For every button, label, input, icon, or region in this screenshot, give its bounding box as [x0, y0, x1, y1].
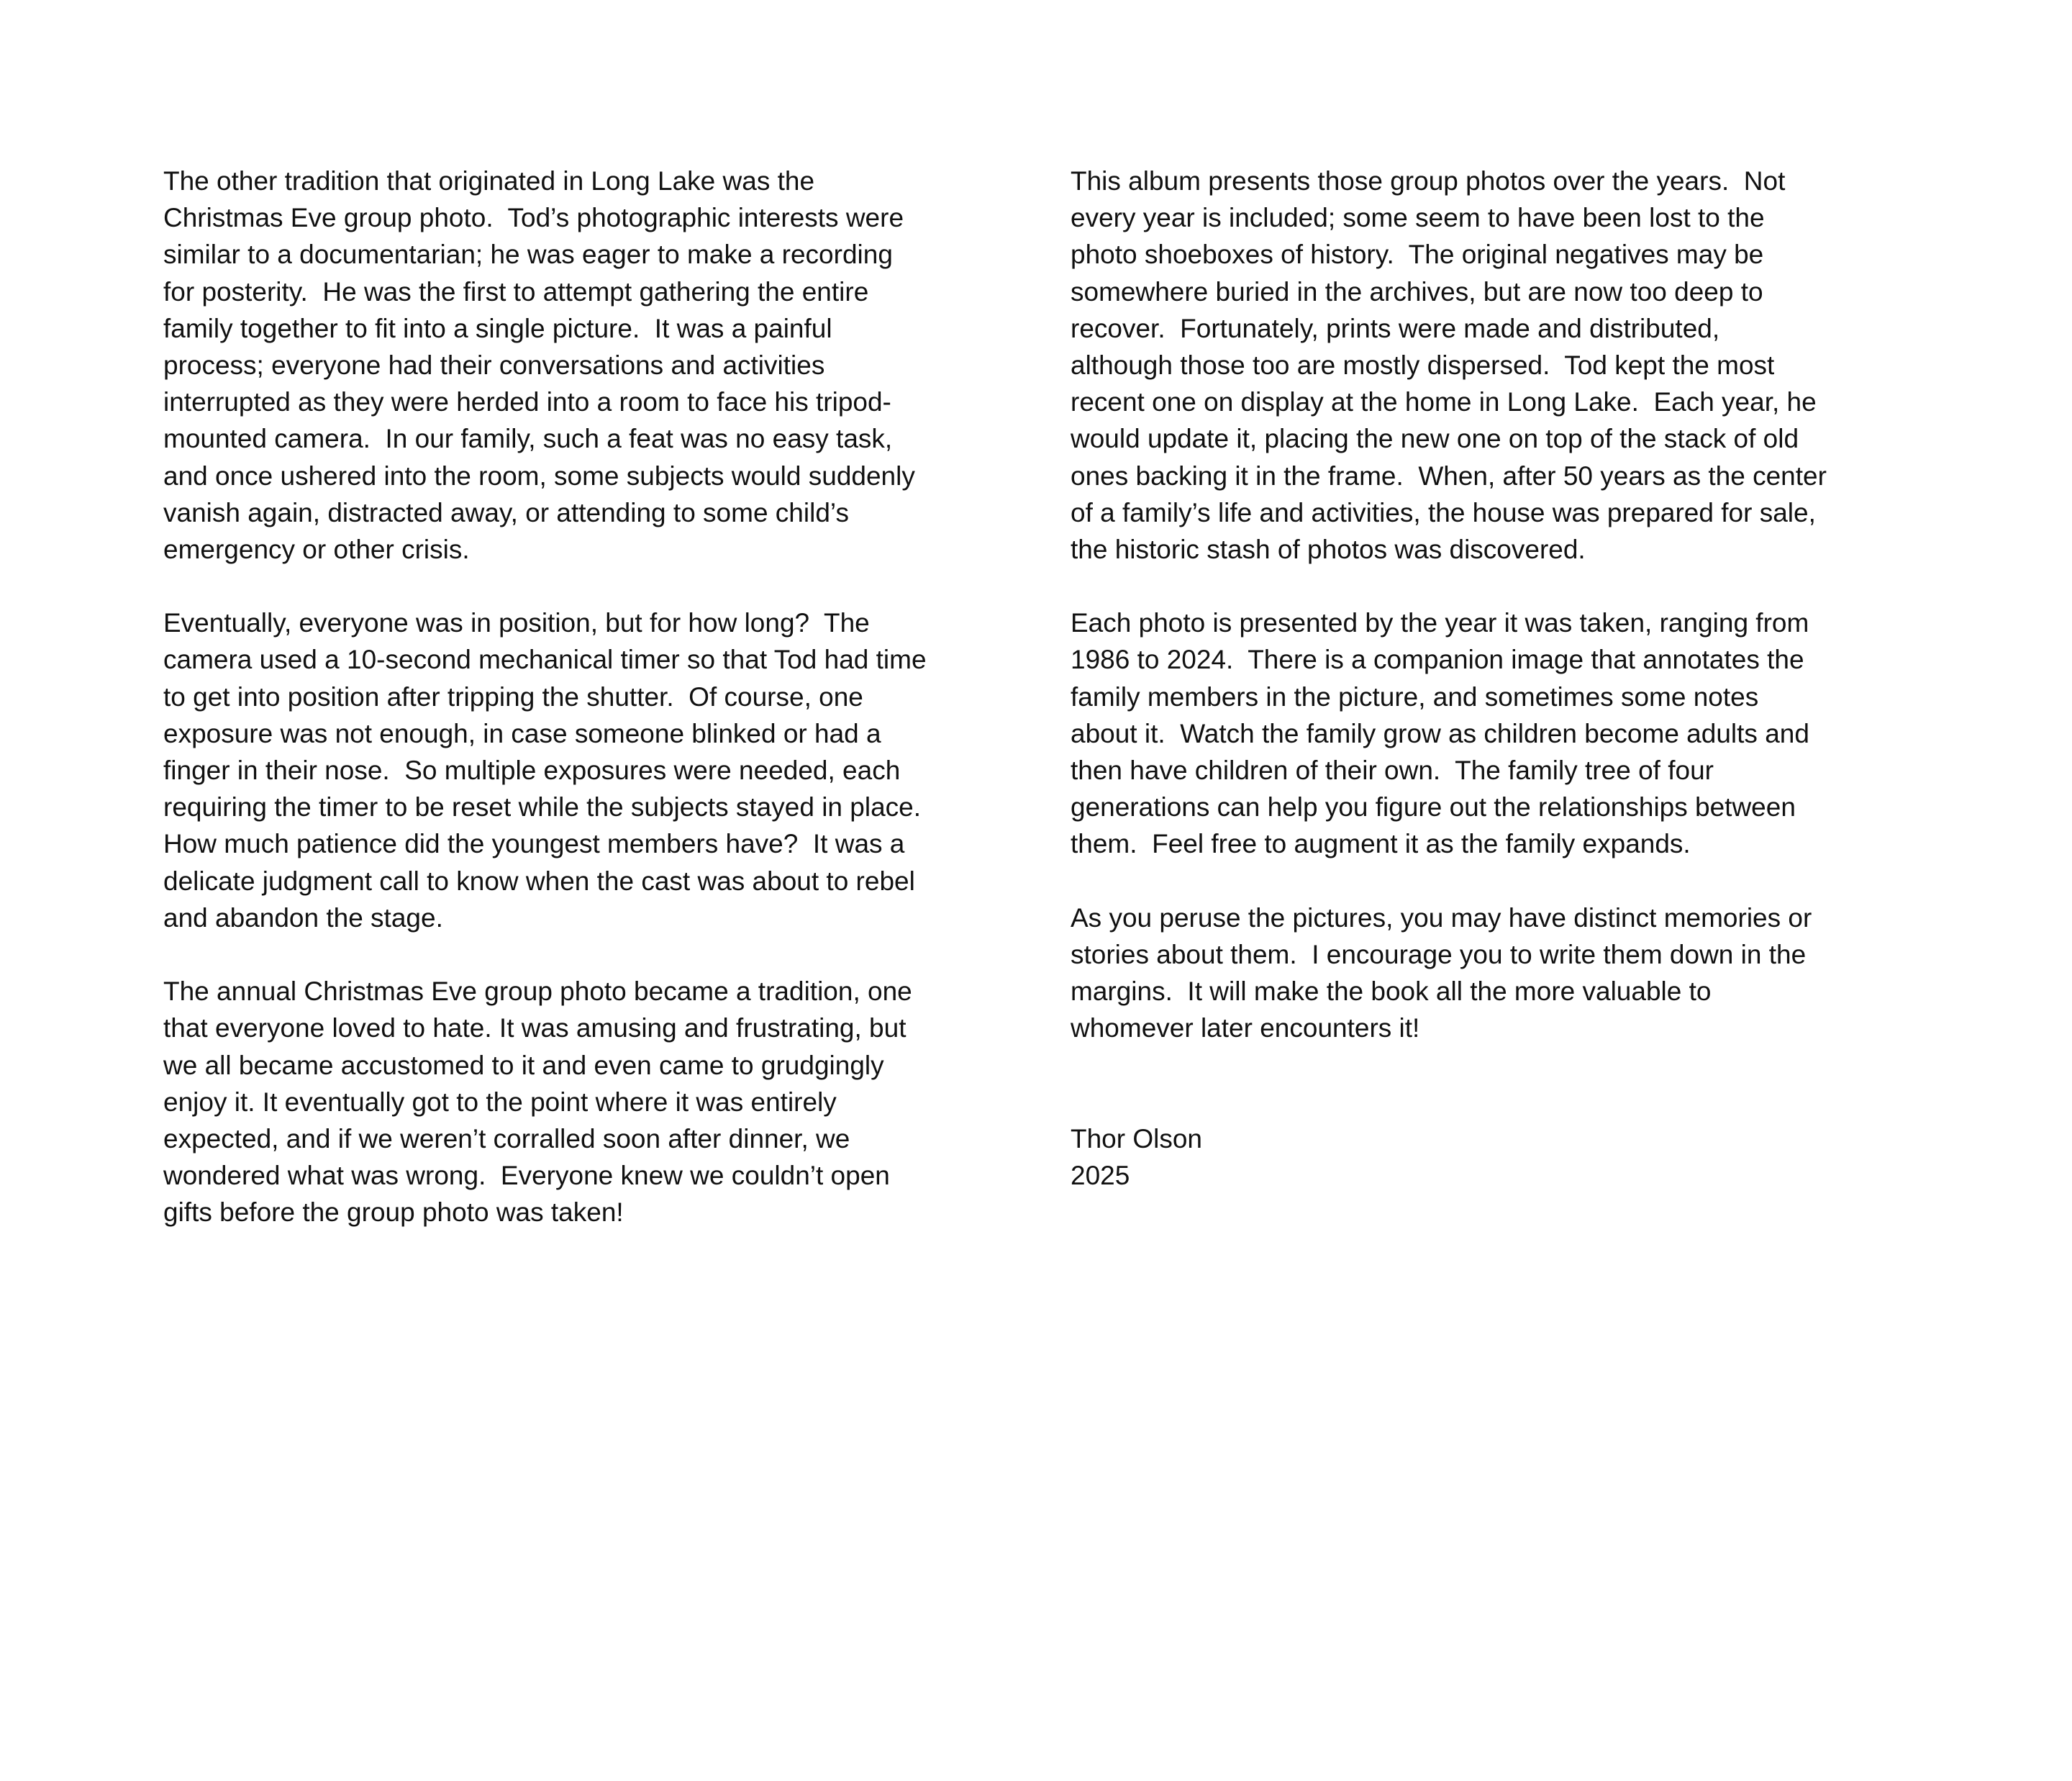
text-line: requiring the timer to be reset while the subjects stayed in place. [163, 792, 922, 822]
text-line: ones backing it in the frame. When, after 50 years as the center [1071, 461, 1827, 491]
right-paragraph-3 [1071, 899, 1898, 1047]
text-line: generations can help you figure out the relationships between [1071, 792, 1796, 822]
left-paragraph-2 [163, 604, 991, 936]
text-line: family members in the picture, and sometimes some notes [1071, 681, 1759, 712]
text-line: delicate judgment call to know when the cast was about to rebel [163, 866, 915, 896]
text-line: Each photo is presented by the year it was taken, ranging from [1071, 608, 1809, 638]
text-line: similar to a documentarian; he was eager to make a recording [163, 240, 893, 270]
text-line: mounted camera. In our family, such a feat was no easy task, [163, 424, 893, 454]
text-line: Eventually, everyone was in position, but for how long? The [163, 608, 870, 638]
text-line: The other tradition that originated in Long Lake was the [163, 166, 815, 196]
text-line: 1986 to 2024. There is a companion image that annotates the [1071, 645, 1804, 675]
text-line: exposure was not enough, in case someone blinked or had a [163, 718, 881, 748]
text-line: margins. It will make the book all the more valuable to [1071, 976, 1712, 1007]
text-line: would update it, placing the new one on top of the stack of old [1071, 424, 1799, 454]
text-line: finger in their nose. So multiple exposures were needed, each [163, 756, 901, 785]
signature-block [1071, 1120, 1898, 1194]
left-column [163, 163, 991, 1268]
left-paragraph-1 [163, 163, 991, 568]
text-line: expected, and if we weren’t corralled soon after dinner, we [163, 1123, 850, 1154]
text-line: recent one on display at the home in Long Lake. Each year, he [1071, 387, 1817, 417]
text-line: somewhere buried in the archives, but are now too deep to [1071, 276, 1763, 307]
text-line: and abandon the stage. [163, 902, 443, 933]
left-paragraph-3 [163, 973, 991, 1231]
text-line: that everyone loved to hate. It was amusing and frustrating, but [163, 1013, 906, 1043]
text-line: camera used a 10-second mechanical timer so that Tod had time [163, 645, 927, 675]
text-line: whomever later encounters it! [1071, 1013, 1420, 1043]
text-line: interrupted as they were herded into a room to face his tripod- [163, 387, 891, 417]
text-line: gifts before the group photo was taken! [163, 1197, 624, 1228]
text-line: about it. Watch the family grow as children become adults and [1071, 718, 1809, 748]
text-line: As you peruse the pictures, you may have distinct memories or [1071, 902, 1812, 933]
text-line: process; everyone had their conversations and activities [163, 350, 825, 380]
text-line: then have children of their own. The family tree of four [1071, 756, 1714, 785]
text-line: we all became accustomed to it and even came to grudgingly [163, 1050, 884, 1080]
text-line: for posterity. He was the first to attempt gathering the entire [163, 276, 869, 307]
text-line: stories about them. I encourage you to write them down in the [1071, 939, 1807, 969]
text-line: every year is included; some seem to have been lost to the [1071, 203, 1765, 233]
text-line: The annual Christmas Eve group photo became a tradition, one [163, 976, 912, 1007]
right-column [1071, 163, 1898, 1194]
text-line: although those too are mostly dispersed. Tod kept the most [1071, 350, 1775, 380]
text-line: This album presents those group photos over the years. Not [1071, 166, 1786, 196]
author-name: Thor Olson [1071, 1123, 1203, 1154]
text-line: Christmas Eve group photo. Tod’s photographic interests were [163, 203, 904, 233]
text-line: them. Feel free to augment it as the family expands. [1071, 829, 1691, 859]
text-line: enjoy it. It eventually got to the point where it was entirely [163, 1087, 837, 1117]
signature-year: 2025 [1071, 1161, 1130, 1191]
text-line: recover. Fortunately, prints were made and distributed, [1071, 313, 1720, 343]
right-paragraph-1 [1071, 163, 1898, 568]
text-line: the historic stash of photos was discovered. [1071, 534, 1586, 564]
text-line: of a family’s life and activities, the house was prepared for sale, [1071, 497, 1816, 527]
right-paragraph-2 [1071, 604, 1898, 862]
text-line: vanish again, distracted away, or attending to some child’s [163, 497, 849, 527]
text-line: wondered what was wrong. Everyone knew we couldn’t open [163, 1161, 890, 1191]
text-line: family together to fit into a single picture. It was a painful [163, 313, 832, 343]
text-line: photo shoeboxes of history. The original negatives may be [1071, 240, 1764, 270]
text-line: to get into position after tripping the shutter. Of course, one [163, 681, 863, 712]
text-line: and once ushered into the room, some subjects would suddenly [163, 461, 915, 491]
text-line: How much patience did the youngest members have? It was a [163, 829, 905, 859]
text-line: emergency or other crisis. [163, 534, 470, 564]
